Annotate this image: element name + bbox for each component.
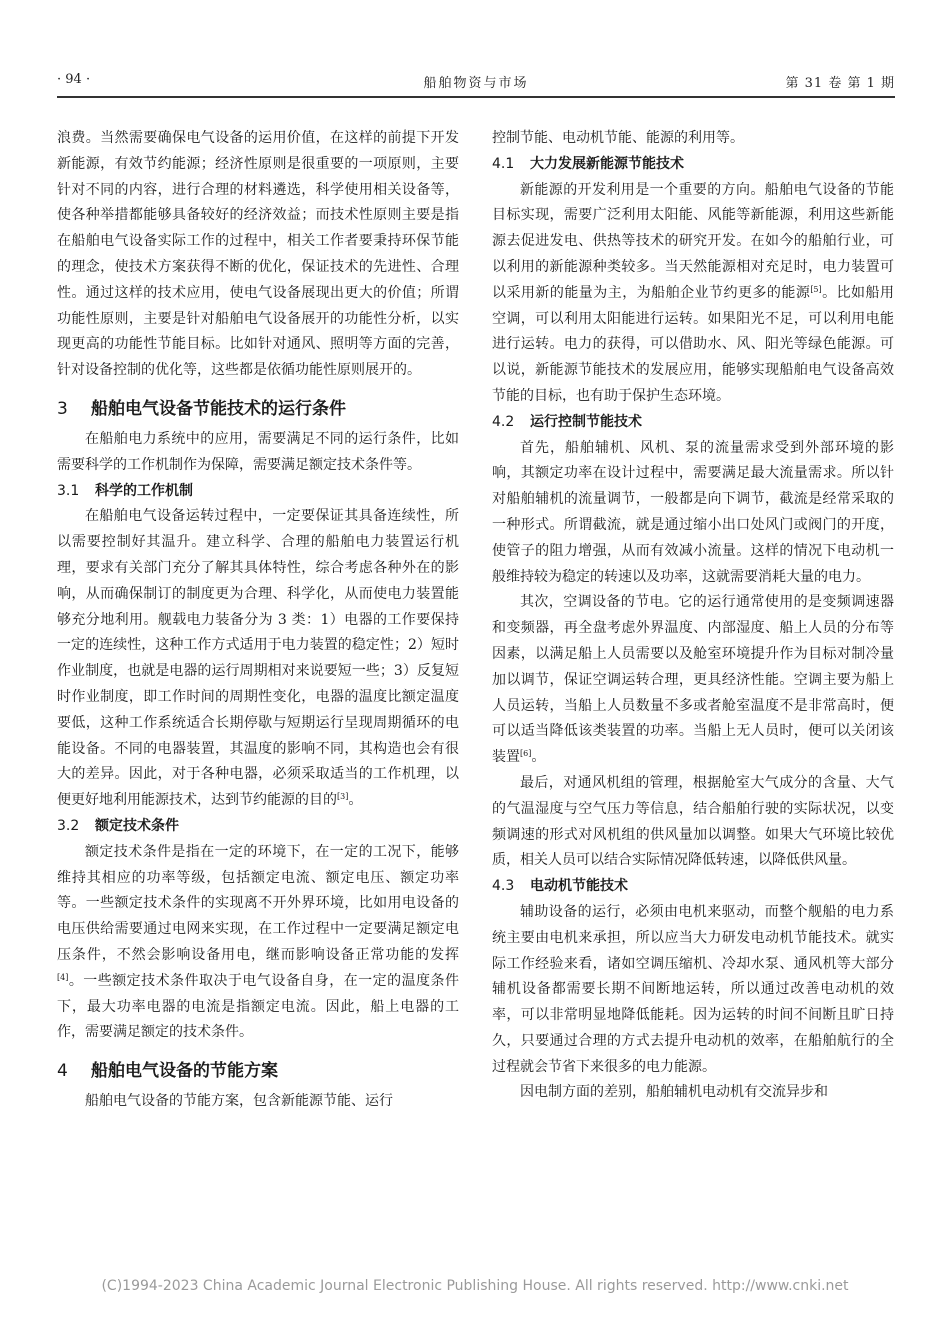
paragraph bbox=[492, 178, 894, 410]
section-title: 船舶电气设备的节能方案 bbox=[91, 1061, 278, 1082]
section-title: 额定技术条件 bbox=[95, 817, 179, 834]
section-4-1-heading bbox=[492, 152, 894, 178]
section-number: 3.1 bbox=[57, 482, 80, 499]
section-number: 4.2 bbox=[492, 413, 515, 430]
citation: [6] bbox=[520, 749, 532, 759]
section-number: 3 bbox=[57, 398, 68, 419]
paragraph: 因电制方面的差别，船舶辅机电动机有交流异步和 bbox=[520, 1084, 828, 1101]
section-title: 大力发展新能源节能技术 bbox=[530, 155, 684, 172]
section-3-heading bbox=[57, 394, 459, 424]
left-column bbox=[57, 126, 459, 1115]
citation: [4] bbox=[57, 972, 69, 982]
running-header bbox=[57, 68, 895, 96]
paragraph-text: 额定技术条件是指在一定的环境下，在一定的工况下，能够维持其相应的功率等级，包括额定电流、额定电压、额定功率等。一些额定技术条件的实现离不开外界环境，比如用电设备的电压供给需要通过电网来实现，在工作过程中一定要满足额定电压条件，不然会影响设备用电，继而影响设备正常功能的发挥 bbox=[57, 843, 459, 963]
header-rule bbox=[57, 96, 895, 98]
section-number: 4 bbox=[57, 1061, 68, 1082]
paragraph-text: 在船舶电气设备运转过程中，一定要保证其具备连续性，所以需要控制好其温升。建立科学、合理的船舶电力装置运行机理，要求有关部门充分了解其具体特性，综合考虑各种外在的影响，从而确保制订的制度更为合理、科学化，从而使电力装置能够充分地利用。舰载电力装备分为 3 类：1）电器的工作要保持一定的连续性，这种工作方式适用于电力装置的稳定性；2）短时作业制度，也就是电器的运行周期相对来说要短一些；3）反复短时作业制度，即工作时间的周期性变化，电器的温度比额定温度要低，这种工作系统适合长期停歇与短期运行呈现周期循环的电能设备。不同的电器装置，其温度的影响不同，其构造也会有很大的差异。因此，对于各种电器，必须采取适当的工作机理，以便更好地利用能源技术，达到节约能源的目的 bbox=[57, 508, 459, 809]
section-title: 电动机节能技术 bbox=[530, 878, 628, 895]
paragraph-text: 。比如船用空调，可以利用太阳能进行运转。如果阳光不足，可以利用电能进行运转。电力的获得，可以借助水、风、阳光等绿色能源。可以说，新能源节能技术的发展应用，能够实现船舶电气设备高效节能的目标，也有助于保护生态环境。 bbox=[492, 284, 894, 404]
section-title: 船舶电气设备节能技术的运行条件 bbox=[91, 398, 346, 419]
paragraph: 在船舶电力系统中的应用，需要满足不同的运行条件，比如需要科学的工作机制作为保障，需要满足额定技术条件等。 bbox=[57, 430, 459, 473]
citation: [5] bbox=[810, 284, 822, 294]
issue-label: 第 31 卷 第 1 期 bbox=[785, 76, 895, 91]
section-4-2-heading bbox=[492, 410, 894, 436]
paragraph-text: 。 bbox=[348, 792, 363, 809]
paragraph: 船舶电气设备的节能方案，包含新能源节能、运行 bbox=[85, 1093, 393, 1110]
paragraph: 辅助设备的运行，必须由电机来驱动，而整个舰船的电力系统主要由电机来承担，所以应当大力研发电动机节能技术。就实际工作经验来看，诸如空调压缩机、冷却水泵、通风机等大部分辅机设备都需要长期不间断地运转，所以通过改善电动机的效率，可以非常明显地降低能耗。因为运转的时间不间断且旷日持久，只要通过合理的方式去提升电动机的效率，在船舶航行的全过程就会节省下来很多的电力能源。 bbox=[492, 903, 894, 1075]
section-number: 3.2 bbox=[57, 817, 80, 834]
page-number: · 94 · bbox=[57, 72, 91, 87]
paragraph: 浪费。当然需要确保电气设备的运用价值，在这样的前提下开发新能源，有效节约能源；经济性原则是很重要的一项原则，主要针对不同的内容，进行合理的材料遴选，科学使用相关设备等，使各种举措都能够具备较好的经济效益；而技术性原则主要是指在船舶电气设备实际工作的过程中，相关工作者要秉持环保节能的理念，使技术方案获得不断的优化，保证技术的先进性、合理性。通过这样的技术应用，使电气设备展现出更大的价值；所谓功能性原则，主要是针对船舶电气设备展开的功能性分析，以实现更高的功能性节能目标。比如针对通风、照明等方面的完善，针对设备控制的优化等，这些都是依循功能性原则展开的。 bbox=[57, 130, 459, 379]
section-4-heading bbox=[57, 1056, 459, 1086]
paragraph: 首先，船舶辅机、风机、泵的流量需求受到外部环境的影响，其额定功率在设计过程中，需要满足最大流量需求。所以针对船舶辅机的流量调节，一般都是向下调节，截流是经常采取的一种形式。所谓截流，就是通过缩小出口处风门或阀门的开度，使管子的阻力增强，从而有效减小流量。这样的情况下电动机一般维持较为稳定的转速以及功率，这就需要消耗大量的电力。 bbox=[492, 439, 894, 585]
paragraph bbox=[492, 590, 894, 771]
paragraph bbox=[57, 840, 459, 1046]
copyright-footer: (C)1994-2023 China Academic Journal Electronic Publishing House. All rights reserved. http://www.cnki.net bbox=[101, 1278, 849, 1294]
right-column bbox=[492, 126, 894, 1106]
citation: [3] bbox=[337, 792, 349, 802]
paragraph bbox=[57, 504, 459, 814]
paragraph-text: 。一些额定技术条件取决于电气设备自身，在一定的温度条件下，最大功率电器的电流是指额定电流。因此，船上电器的工作，需要满足额定的技术条件。 bbox=[57, 972, 459, 1041]
journal-title: 船舶物资与市场 bbox=[423, 76, 529, 91]
section-title: 运行控制节能技术 bbox=[530, 413, 642, 430]
paragraph: 最后，对通风机组的管理，根据舱室大气成分的含量、大气的气温湿度与空气压力等信息，结合船舶行驶的实际状况，以变频调速的形式对风机组的供风量加以调整。如果大气环境比较优质，相关人员可以结合实际情况降低转速，以降低供风量。 bbox=[492, 774, 894, 869]
paragraph-text: 新能源的开发利用是一个重要的方向。船舶电气设备的节能目标实现，需要广泛利用太阳能、风能等新能源，利用这些新能源去促进发电、供热等技术的研究开发。在如今的船舶行业，可以利用的新能源种类较多。当天然能源相对充足时，电力装置可以采用新的能量为主，为船舶企业节约更多的能源 bbox=[492, 181, 894, 301]
section-4-3-heading bbox=[492, 874, 894, 900]
section-title: 科学的工作机制 bbox=[95, 482, 193, 499]
paragraph-text: 。 bbox=[531, 749, 546, 766]
section-3-2-heading bbox=[57, 814, 459, 840]
section-number: 4.3 bbox=[492, 878, 515, 895]
section-number: 4.1 bbox=[492, 155, 515, 172]
paragraph-text: 其次，空调设备的节电。它的运行通常使用的是变频调速器和变频器，再全盘考虑外界温度、内部湿度、船上人员的分布等因素，以满足船上人员需要以及舱室环境提升作为目标对制冷量加以调节，保证空调运转合理，更具经济性能。空调主要为船上人员运转，当船上人员数量不多或者舱室温度不是非常高时，便可以适当降低该类装置的功率。当船上无人员时，便可以关闭该装置 bbox=[492, 594, 894, 766]
section-3-1-heading bbox=[57, 479, 459, 505]
paragraph: 控制节能、电动机节能、能源的利用等。 bbox=[492, 130, 744, 146]
